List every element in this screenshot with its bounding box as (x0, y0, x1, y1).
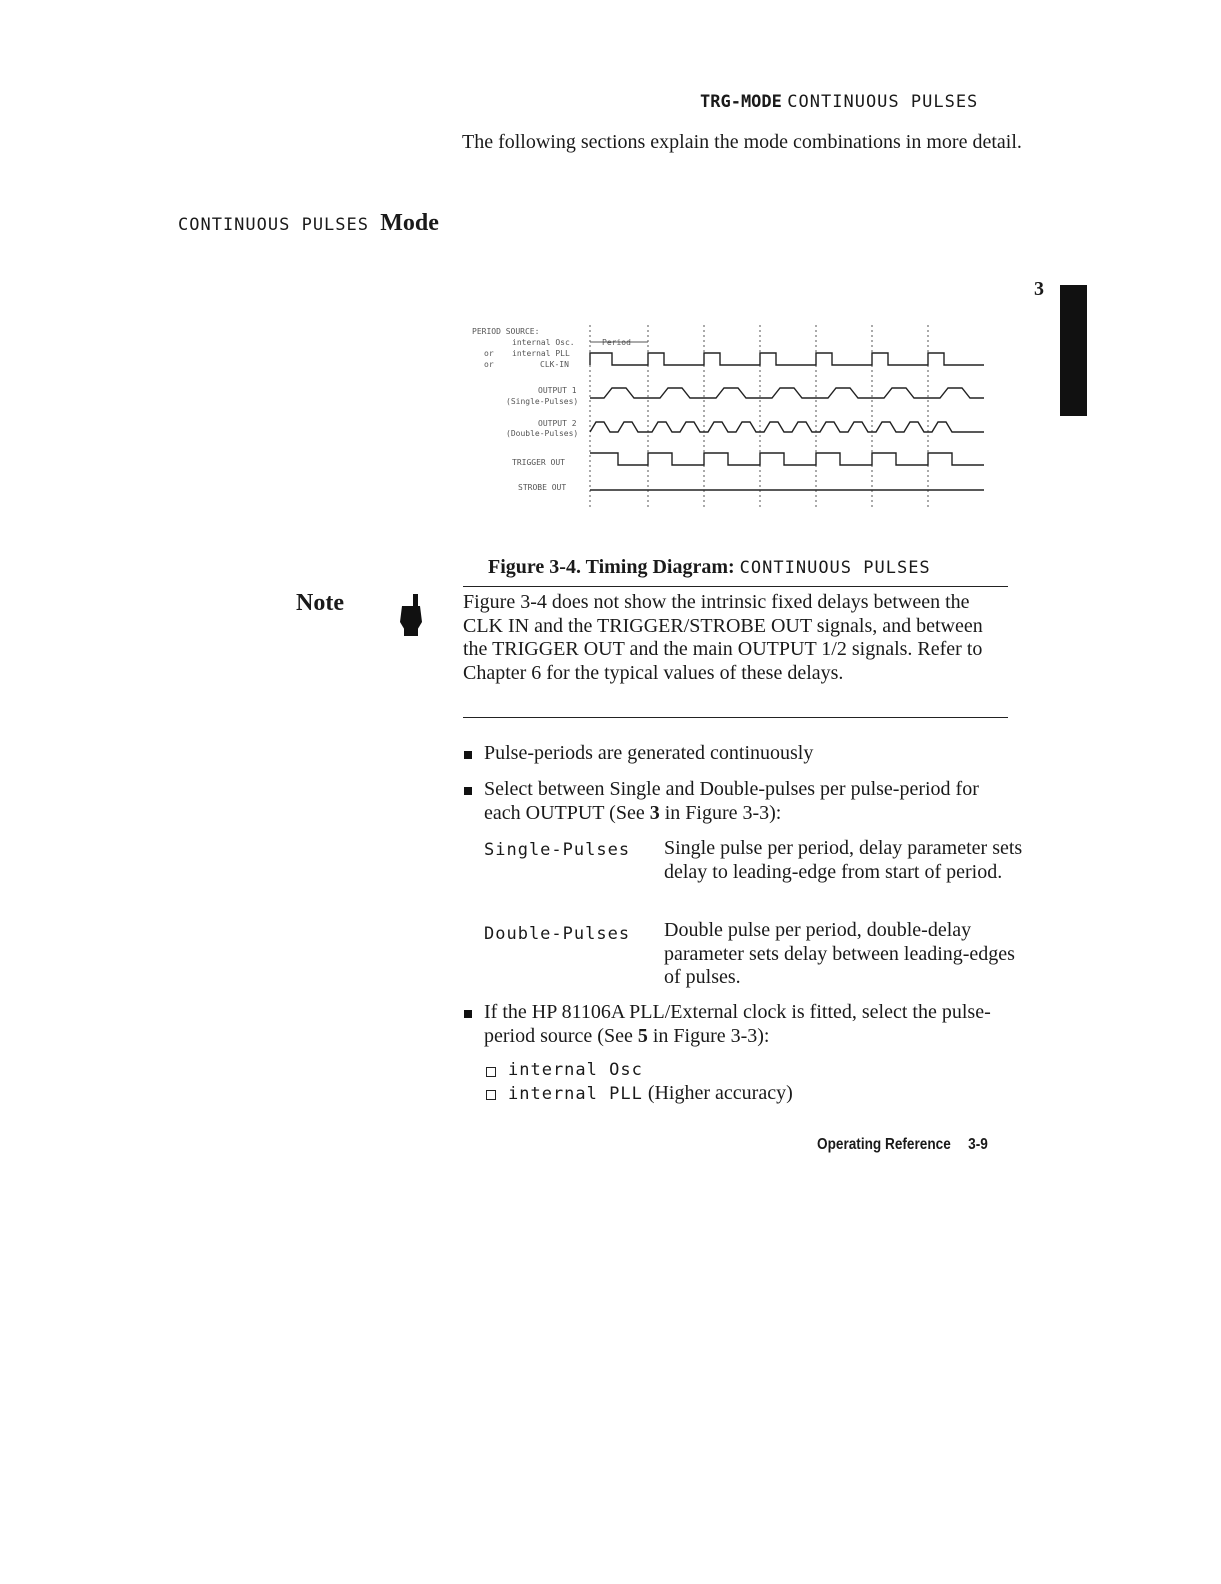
term-single-pulses: Single-Pulses (484, 840, 631, 860)
figure-caption-prefix: Figure 3-4. Timing Diagram: (488, 556, 735, 578)
source-internal-osc (508, 1060, 643, 1080)
bullet-pll-source-tail: in Figure 3-3): (647, 1024, 770, 1047)
desc-single-pulses: Single pulse per period, delay parameter sets delay to leading-edge from start of period. (664, 837, 1023, 883)
bullet-pulse-select (484, 778, 1004, 825)
section-title (178, 210, 439, 237)
bullet-marker (464, 751, 472, 759)
footer-page-number: 3-9 (968, 1136, 988, 1153)
term-double-pulses: Double-Pulses (484, 924, 631, 944)
bullet-pll-source (484, 1001, 1004, 1048)
label-double-pulses: (Double-Pulses) (506, 429, 579, 438)
label-internal-osc: internal Osc. (512, 338, 575, 347)
source-internal-pll-lcd: internal PLL (508, 1084, 643, 1104)
bullet-pll-source-ref: 5 (637, 1024, 648, 1047)
source-internal-pll (508, 1082, 793, 1106)
label-single-pulses: (Single-Pulses) (506, 397, 579, 406)
trigger-out-trace (590, 453, 984, 465)
label-or-2: or (484, 360, 494, 369)
note-label: Note (296, 590, 344, 616)
figure-caption-lcd: CONTINUOUS PULSES (739, 558, 931, 578)
page-footer (817, 1136, 988, 1154)
section-title-lcd: CONTINUOUS PULSES (178, 215, 369, 235)
figure-caption (488, 556, 931, 579)
header-mode: TRG-MODE (700, 92, 782, 112)
pointing-hand-icon (394, 592, 428, 640)
label-internal-pll: internal PLL (512, 349, 570, 358)
label-trigger-out: TRIGGER OUT (512, 458, 565, 467)
chapter-number: 3 (1034, 278, 1044, 300)
footer-title: Operating Reference (817, 1136, 951, 1153)
bullet-pulse-select-tail: in Figure 3-3): (659, 801, 782, 824)
clk-in-trace (590, 353, 984, 365)
chapter-tab-bar (1060, 285, 1087, 416)
output-2-trace (590, 422, 984, 432)
note-text: Figure 3-4 does not show the intrinsic fixed delays between the CLK IN and the TRIGGER/STROBE OUT signals, and between the TRIGGER OUT and the main OUTPUT 1/2 signals. Refer to Chapter 6 for the typical values of these delays. (463, 591, 983, 684)
bullet-marker (464, 787, 472, 795)
intro-paragraph: The following sections explain the mode combinations in more detail. (462, 131, 1022, 153)
desc-double-pulses: Double pulse per period, double-delay parameter sets delay between leading-edges of pulses. (664, 919, 1015, 988)
bullet-pulse-select-ref: 3 (649, 801, 660, 824)
source-internal-pll-note: (Higher accuracy) (642, 1082, 793, 1104)
label-strobe-out: STROBE OUT (518, 483, 567, 492)
bullet-pll-source-text: If the HP 81106A PLL/External clock is fitted, select the pulse-period source (See (484, 1001, 991, 1047)
label-period: Period (602, 338, 631, 347)
label-or-1: or (484, 349, 494, 358)
section-title-word: Mode (380, 210, 439, 236)
label-output-2: OUTPUT 2 (538, 419, 577, 428)
source-internal-osc-lcd: internal Osc (508, 1060, 643, 1080)
header-lcd: CONTINUOUS PULSES (787, 92, 979, 112)
label-output-1: OUTPUT 1 (538, 386, 577, 395)
timing-diagram (466, 320, 996, 515)
bullet-continuous: Pulse-periods are generated continuously (484, 742, 814, 764)
diagram-labels (472, 327, 631, 492)
label-clk-in: CLK-IN (540, 360, 569, 369)
bullet-pulse-select-text: Select between Single and Double-pulses per pulse-period for each OUTPUT (See (484, 778, 979, 824)
note-top-rule (463, 586, 1008, 587)
note-bottom-rule (463, 717, 1008, 718)
running-header (700, 92, 978, 112)
checkbox-square-icon (486, 1067, 496, 1077)
checkbox-square-icon (486, 1090, 496, 1100)
output-1-trace (590, 388, 984, 398)
bullet-marker (464, 1010, 472, 1018)
label-period-source: PERIOD SOURCE: (472, 327, 540, 336)
